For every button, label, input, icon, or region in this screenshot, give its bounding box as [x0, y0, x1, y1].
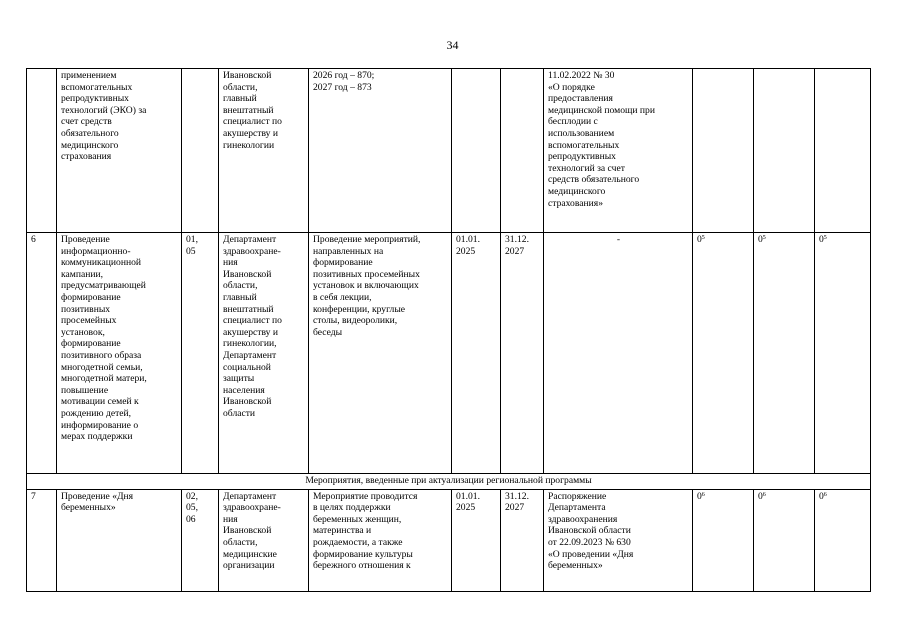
measures-table	[26, 68, 871, 592]
table-row	[27, 69, 871, 233]
executor-line: социальной	[223, 361, 271, 373]
value-year-2-number: 0	[758, 234, 763, 245]
executor-line: Департамент	[223, 234, 277, 245]
legal-document-line: от 22.09.2023 № 630	[548, 536, 631, 548]
executor-line: акушерству и	[223, 326, 279, 338]
description-line: беседы	[313, 326, 343, 338]
start-date	[452, 69, 501, 233]
measure-name-line: обязательного	[61, 127, 119, 139]
executor-line: здравоохране-	[223, 245, 281, 257]
executor-line: внештатный	[223, 104, 274, 116]
task-codes	[182, 233, 219, 474]
section-title: Мероприятия, введенные при актуализации региональной программы	[27, 474, 871, 490]
executor-line: ния	[223, 513, 238, 525]
task-codes	[182, 69, 219, 233]
measure-name-line: репродуктивных	[61, 93, 129, 105]
description-line: Проведение мероприятий,	[313, 234, 421, 245]
legal-document-line: средств обязательного	[548, 174, 640, 186]
measure-name-line: мотивации семей к	[61, 396, 139, 408]
description-line: в целях поддержки	[313, 502, 391, 514]
table-row	[27, 233, 871, 474]
description	[309, 489, 452, 591]
executor-line: организации	[223, 560, 275, 572]
description-line: рождаемости, а также	[313, 536, 403, 548]
value-year-1	[693, 69, 754, 233]
measure-name-line: информирование о	[61, 419, 139, 431]
measure-name-line: многодетной матери,	[61, 373, 147, 385]
executor-line: населения	[223, 384, 265, 396]
task-codes	[182, 489, 219, 591]
value-year-2	[754, 233, 815, 474]
executor-line: гинекологии,	[223, 338, 277, 350]
executor	[219, 69, 309, 233]
start-date	[452, 489, 501, 591]
executor-line: Ивановской	[223, 525, 272, 537]
description-line: Мероприятие проводится	[313, 490, 418, 502]
legal-document-line: страхования»	[548, 197, 603, 209]
executor-line: ния	[223, 257, 238, 269]
executor-line: гинекологии	[223, 139, 275, 151]
legal-document-line: беременных»	[548, 560, 603, 572]
start-date-line: 01.01.	[456, 234, 480, 245]
measure-name-line: рождению детей,	[61, 407, 132, 419]
section-header-row	[27, 474, 871, 490]
executor-line: области,	[223, 81, 258, 93]
executor-line: внештатный	[223, 303, 274, 315]
legal-document	[544, 233, 693, 474]
legal-document-line: Ивановской области	[548, 525, 631, 537]
legal-document-line: технологий за счет	[548, 162, 625, 174]
end-date-line: 31.12.	[505, 234, 529, 245]
legal-document	[544, 489, 693, 591]
value-year-1-footnote-mark: 5	[701, 235, 705, 241]
value-year-1	[693, 233, 754, 474]
legal-document-line: репродуктивных	[548, 151, 616, 163]
task-codes-line: 05	[186, 245, 196, 257]
description-line: позитивных просемейных	[313, 268, 420, 280]
executor-line: здравоохране-	[223, 502, 281, 514]
legal-document-line: Распоряжение	[548, 490, 607, 502]
measure-name-line: кампании,	[61, 268, 104, 280]
value-year-3-number: 0	[819, 490, 824, 502]
executor-line: Департамент	[223, 349, 277, 361]
measure-name-line: Проведение	[61, 234, 110, 245]
measure-name-line: беременных»	[61, 502, 116, 514]
value-year-3-footnote-mark: 5	[823, 235, 827, 241]
end-date-line: 31.12.	[505, 490, 529, 502]
end-date	[501, 489, 544, 591]
value-year-3	[815, 489, 871, 591]
value-year-2-number: 0	[758, 490, 763, 502]
measure-name-line: повышение	[61, 384, 109, 396]
measure-name-line: позитивных	[61, 303, 111, 315]
description-line: формирование	[313, 257, 373, 269]
end-date	[501, 69, 544, 233]
row-number	[27, 69, 57, 233]
executor-line: специалист по	[223, 116, 282, 128]
end-date-line: 2027	[505, 502, 525, 514]
legal-document-line: «О проведении «Дня	[548, 548, 634, 560]
value-year-2-footnote-mark: 5	[762, 235, 766, 241]
start-date	[452, 233, 501, 474]
legal-document-line: использованием	[548, 127, 615, 139]
value-year-1-footnote-mark: 6	[701, 491, 705, 498]
measure-name-line: информационно-	[61, 245, 131, 257]
value-year-2-footnote-mark: 6	[762, 491, 766, 498]
measure-name-line: многодетной семьи,	[61, 361, 143, 373]
measure-name-line: коммуникационной	[61, 257, 142, 269]
executor-line: Департамент	[223, 490, 277, 502]
legal-document-line: 11.02.2022 № 30	[548, 70, 615, 81]
description-line: бережного отношения к	[313, 560, 411, 572]
executor-line: области,	[223, 280, 258, 292]
description-line: столы, видеоролики,	[313, 315, 398, 327]
executor-line: области,	[223, 536, 258, 548]
task-codes-line: 06	[186, 513, 196, 525]
executor-line: главный	[223, 291, 257, 303]
measure-name-line: применением	[61, 70, 117, 81]
description-line: материнства и	[313, 525, 372, 537]
value-year-1-number: 0	[697, 490, 702, 502]
table-body	[27, 69, 871, 592]
start-date-line: 2025	[456, 502, 476, 514]
task-codes-line: 05,	[186, 502, 198, 514]
description-line: конференции, круглые	[313, 303, 406, 315]
legal-document-line: медицинского	[548, 185, 606, 197]
value-year-3-footnote-mark: 6	[823, 491, 827, 498]
executor	[219, 233, 309, 474]
measure-name-line: мерах поддержки	[61, 431, 133, 443]
measure-name	[57, 233, 182, 474]
description	[309, 233, 452, 474]
value-year-3-number: 0	[819, 234, 824, 245]
measure-name-line: счет средств	[61, 116, 112, 128]
legal-document-line: «О порядке	[548, 81, 595, 93]
description-line: 2026 год – 870;	[313, 70, 375, 81]
description-line: направленных на	[313, 245, 384, 257]
executor-line: области	[223, 407, 256, 419]
description-line: установок и включающих	[313, 280, 419, 292]
start-date-line: 2025	[456, 245, 476, 257]
executor-line: медицинские	[223, 548, 277, 560]
value-year-1	[693, 489, 754, 591]
executor-line: защиты	[223, 373, 255, 385]
executor-line: специалист по	[223, 315, 282, 327]
value-year-1-number: 0	[697, 234, 702, 245]
measure-name-line: формирование	[61, 338, 121, 350]
table-row	[27, 489, 871, 591]
description-line: 2027 год – 873	[313, 81, 372, 93]
value-year-2	[754, 489, 815, 591]
legal-document	[544, 69, 693, 233]
description-line: формирование культуры	[313, 548, 413, 560]
legal-document-line: вспомогательных	[548, 139, 620, 151]
executor	[219, 489, 309, 591]
description-line: в себя лекции,	[313, 291, 372, 303]
executor-line: Ивановской	[223, 268, 272, 280]
end-date	[501, 233, 544, 474]
executor-line: акушерству и	[223, 127, 279, 139]
measure-name-line: позитивного образа	[61, 349, 142, 361]
measure-name-line: формирование	[61, 291, 121, 303]
legal-document-line: -	[616, 234, 621, 245]
value-year-3	[815, 233, 871, 474]
task-codes-line: 01,	[186, 234, 198, 245]
row-number: 7	[27, 489, 57, 591]
measure-name-line: технологий (ЭКО) за	[61, 104, 147, 116]
measure-name-line: медицинского	[61, 139, 119, 151]
page-number: 34	[446, 38, 459, 52]
measure-name-line: предусматривающей	[61, 280, 146, 292]
legal-document-line: бесплодии с	[548, 116, 598, 128]
legal-document-line: здравоохранения	[548, 513, 618, 525]
legal-document-line: предоставления	[548, 93, 613, 105]
measure-name	[57, 489, 182, 591]
measure-name-line: просемейных	[61, 315, 117, 327]
measure-name	[57, 69, 182, 233]
measure-name-line: Проведение «Дня	[61, 490, 134, 502]
description	[309, 69, 452, 233]
executor-line: Ивановской	[223, 396, 272, 408]
value-year-2	[754, 69, 815, 233]
measure-name-line: вспомогательных	[61, 81, 133, 93]
measure-name-line: установок,	[61, 326, 105, 338]
measure-name-line: страхования	[61, 151, 112, 163]
legal-document-line: Департамента	[548, 502, 606, 514]
executor-line: главный	[223, 93, 257, 105]
executor-line: Ивановской	[223, 70, 272, 81]
description-line: беременных женщин,	[313, 513, 402, 525]
start-date-line: 01.01.	[456, 490, 480, 502]
value-year-3	[815, 69, 871, 233]
row-number: 6	[27, 233, 57, 474]
legal-document-line: медицинской помощи при	[548, 104, 655, 116]
task-codes-line: 02,	[186, 490, 198, 502]
end-date-line: 2027	[505, 245, 525, 257]
